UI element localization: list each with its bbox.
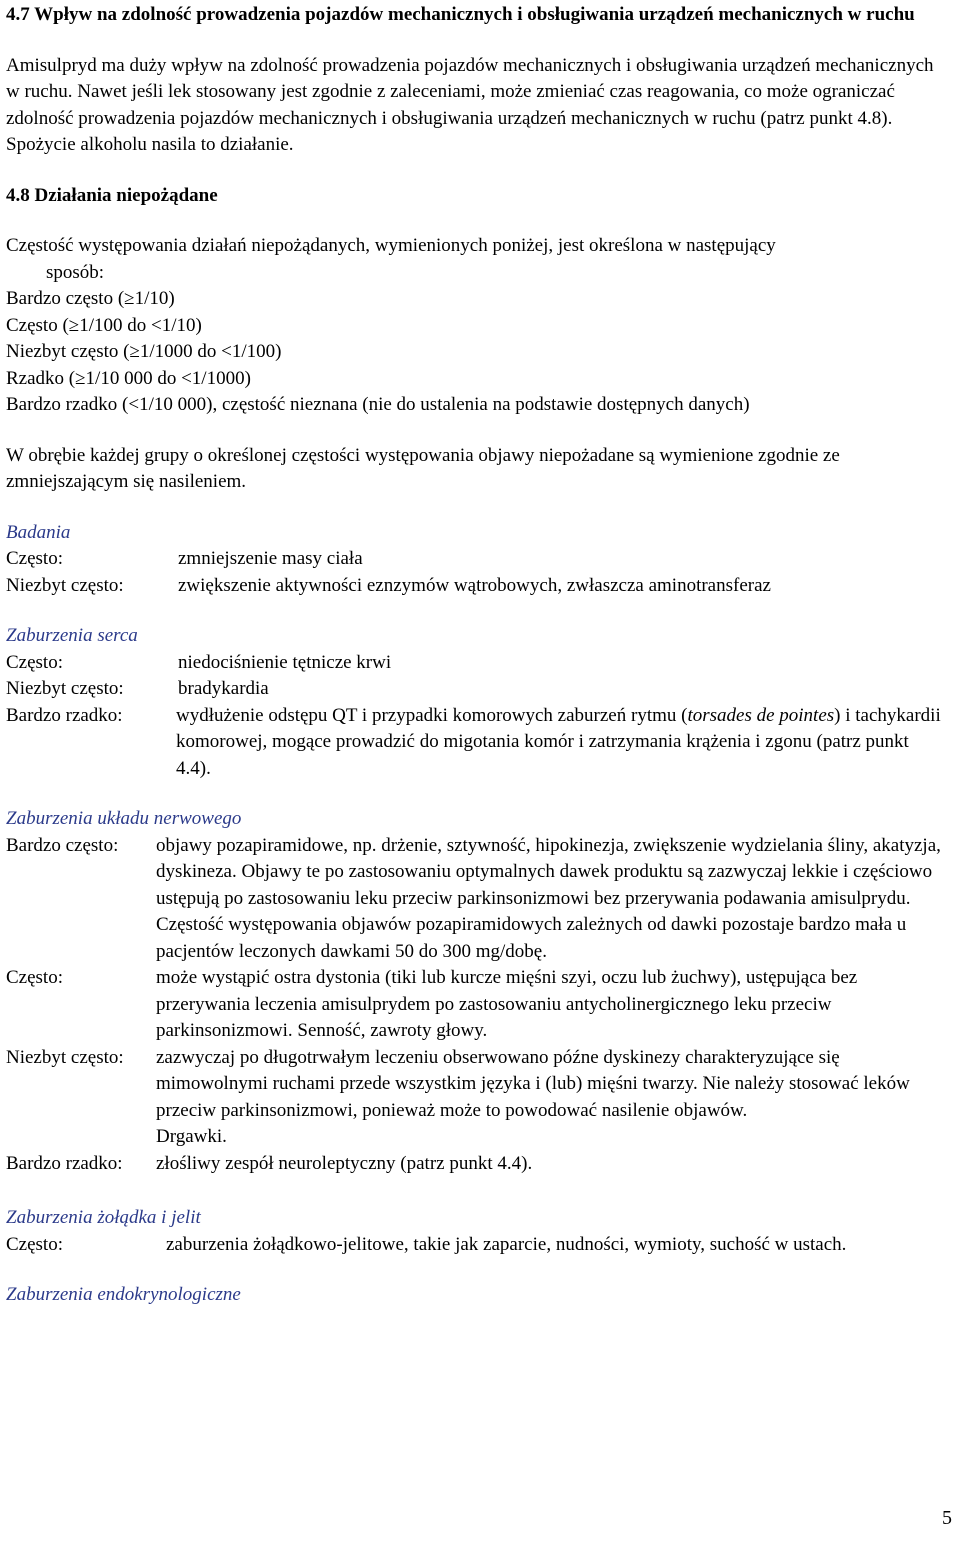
list-item: Bardzo często: objawy pozapiramidowe, np. drżenie, sztywność, hipokinezja, zwiększenie wydzielania śliny, akatyzja, dyskineza. Objawy te po zastosowaniu optymalnych dawek produktu są zazwyczaj lekkie i częściowo ustępują po zastosowaniu leku przeciw parkinsonizmowi bez przerywania podawania amisulprydu. Częstość występowania objawów pozapiramidowych zależnych od dawki pozostaje bardzo mała u pacjentów leczonych dawkami 50 do 300 mg/dobę. <box>6 834 941 962</box>
freq-very-common: Bardzo często (≥1/10) <box>6 288 175 309</box>
soc-title-zoladka: Zaburzenia żołądka i jelit <box>6 1207 201 1228</box>
soc-title-badania: Badania <box>6 521 71 543</box>
list-item: Niezbyt często: zwiększenie aktywności eznzymów wątrobowych, zwłaszcza aminotransferaz <box>6 574 771 596</box>
soc-title-nerwowego: Zaburzenia układu nerwowego <box>6 808 242 829</box>
list-item: Często: zmniejszenie masy ciała <box>6 548 363 569</box>
freq-very-rare: Bardzo rzadko (<1/10 000), częstość nieznana (nie do ustalenia na podstawie dostępnych danych) <box>6 394 750 415</box>
freq-rare: Rzadko (≥1/10 000 do <1/1000) <box>6 367 251 389</box>
section-4-8-heading: 4.8 Działania niepożądane <box>6 184 218 206</box>
order-note: W obrębie każdej grupy o określonej częstości występowania objawy niepożadane są wymienione zgodnie ze zmniejszającym się nasileniem. <box>6 444 840 492</box>
list-item: Niezbyt często: bradykardia <box>6 678 269 699</box>
section-4-7-heading: 4.7 Wpływ na zdolność prowadzenia pojazdów mechanicznych i obsługiwania urządzeń mechanicznych w ruchu <box>6 4 915 25</box>
freq-uncommon: Niezbyt często (≥1/1000 do <1/100) <box>6 341 282 362</box>
list-item: Bardzo rzadko: wydłużenie odstępu QT i przypadki komorowych zaburzeń rytmu (torsades de pointes) i tachykardii komorowej, mogące prowadzić do migotania komór i zatrzymania krążenia i zgonu (patrz punkt 4.4). <box>6 704 941 779</box>
list-item: Często: może wystąpić ostra dystonia (tiki lub kurcze mięśni szyi, oczu lub żuchwy), ustępująca bez przerywania leczenia amisulprydem po zastosowaniu antycholinergicznego leku przeciw parkinsonizmowi. Senność, zawroty głowy. <box>6 967 858 1041</box>
soc-title-serca: Zaburzenia serca <box>6 625 138 646</box>
soc-title-endokrynologiczne: Zaburzenia endokrynologiczne <box>6 1284 241 1305</box>
list-item: Często: niedociśnienie tętnicze krwi <box>6 651 392 673</box>
document-page <box>6 0 944 1309</box>
freq-common: Często (≥1/100 do <1/10) <box>6 314 202 336</box>
frequency-intro: Częstość występowania działań niepożądanych, wymienionych poniżej, jest określona w następujący sposób: <box>6 235 776 283</box>
section-4-7-text: Amisulpryd ma duży wpływ na zdolność prowadzenia pojazdów mechanicznych i obsługiwania urządzeń mechanicznych w ruchu. Nawet jeśli lek stosowany jest zgodnie z zaleceniami, może zmieniać czas reagowania, co może ograniczać zdolność prowadzenia pojazdów mechanicznych i obsługiwania urządzeń mechanicznych w ruchu (patrz punkt 4.8). Spożycie alkoholu nasila to działanie. <box>6 54 934 155</box>
list-item: Często: zaburzenia żołądkowo-jelitowe, takie jak zaparcie, nudności, wymioty, suchość w ustach. <box>6 1233 847 1255</box>
page-number: 5 <box>942 1507 952 1529</box>
list-item: Niezbyt często: zazwyczaj po długotrwałym leczeniu obserwowano późne dyskinezy charakteryzujące się mimowolnymi ruchami przede wszystkim języka i (lub) mięśni twarzy. Nie należy stosować leków przeciw parkinsonizmowi, ponieważ może to powodować nasilenie objawów. Drgawki. <box>6 1046 910 1147</box>
list-item: Bardzo rzadko: złośliwy zespół neuroleptyczny (patrz punkt 4.4). <box>6 1152 533 1174</box>
